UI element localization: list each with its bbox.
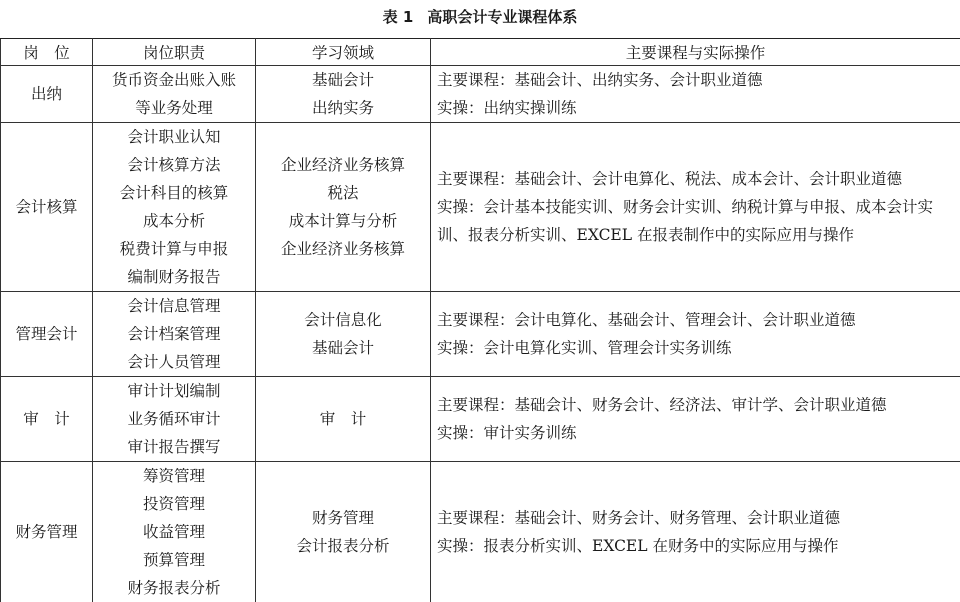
practice: 实操：会计基本技能实训、财务会计实训、纳税计算与申报、成本会计实训、报表分析实训、EXCEL 在报表制作中的实际应用与操作 [437,193,956,249]
practice: 实操：出纳实操训练 [437,94,956,122]
duties-cell [93,66,256,123]
duty-item: 会计档案管理 [93,320,255,348]
duty-item: 预算管理 [93,546,255,574]
header-row [1,39,960,66]
main-courses: 主要课程：基础会计、会计电算化、税法、成本会计、会计职业道德 [437,165,956,193]
duty-item: 会计科目的核算 [93,179,255,207]
field-item: 税法 [256,179,430,207]
duty-item: 筹资管理 [93,462,255,490]
position-name: 出纳 [1,80,92,108]
duty-item: 审计计划编制 [93,377,255,405]
fields-cell [256,462,431,602]
fields-cell [256,377,431,462]
duty-item: 业务循环审计 [93,405,255,433]
duty-item: 编制财务报告 [93,263,255,291]
table-row [1,292,960,377]
table-caption [0,0,960,38]
table-row [1,462,960,602]
duty-item: 会计信息管理 [93,292,255,320]
position-name: 审 计 [1,405,92,433]
position-name: 会计核算 [1,193,92,221]
header-fields: 学习领域 [256,39,431,66]
header-position: 岗 位 [1,39,93,66]
practice: 实操：会计电算化实训、管理会计实务训练 [437,334,956,362]
duty-item: 会计职业认知 [93,123,255,151]
position-cell [1,123,93,292]
position-cell [1,462,93,602]
duty-item: 税费计算与申报 [93,235,255,263]
field-item: 审 计 [256,405,430,433]
main-courses: 主要课程：基础会计、财务会计、财务管理、会计职业道德 [437,504,956,532]
main-courses: 主要课程：基础会计、财务会计、经济法、审计学、会计职业道德 [437,391,956,419]
table-row [1,66,960,123]
fields-cell [256,292,431,377]
duty-item: 投资管理 [93,490,255,518]
duties-cell [93,292,256,377]
duties-cell [93,377,256,462]
table-title: 高职会计专业课程体系 [427,8,577,26]
field-item: 基础会计 [256,66,430,94]
curriculum-table [0,38,960,602]
practice: 实操：报表分析实训、EXCEL 在财务中的实际应用与操作 [437,532,956,560]
duty-item: 审计报告撰写 [93,433,255,461]
duty-item: 财务报表分析 [93,574,255,602]
duties-cell [93,462,256,602]
header-duties: 岗位职责 [93,39,256,66]
main-courses: 主要课程：会计电算化、基础会计、管理会计、会计职业道德 [437,306,956,334]
practice: 实操：审计实务训练 [437,419,956,447]
field-item: 会计报表分析 [256,532,430,560]
duty-item: 收益管理 [93,518,255,546]
position-cell [1,66,93,123]
field-item: 出纳实务 [256,94,430,122]
position-name: 财务管理 [1,518,92,546]
courses-cell [431,123,960,292]
field-item: 成本计算与分析 [256,207,430,235]
field-item: 会计信息化 [256,306,430,334]
header-courses: 主要课程与实际操作 [431,39,960,66]
position-cell [1,292,93,377]
courses-cell [431,462,960,602]
duty-item: 会计核算方法 [93,151,255,179]
courses-cell [431,66,960,123]
position-cell [1,377,93,462]
table-row [1,123,960,292]
duty-item: 货币资金出账入账 [93,66,255,94]
main-courses: 主要课程：基础会计、出纳实务、会计职业道德 [437,66,956,94]
duty-item: 等业务处理 [93,94,255,122]
table-number: 表 1 [383,8,414,26]
duty-item: 会计人员管理 [93,348,255,376]
field-item: 基础会计 [256,334,430,362]
field-item: 企业经济业务核算 [256,151,430,179]
field-item: 财务管理 [256,504,430,532]
table-row [1,377,960,462]
courses-cell [431,377,960,462]
fields-cell [256,66,431,123]
courses-cell [431,292,960,377]
position-name: 管理会计 [1,320,92,348]
duty-item: 成本分析 [93,207,255,235]
fields-cell [256,123,431,292]
field-item: 企业经济业务核算 [256,235,430,263]
duties-cell [93,123,256,292]
